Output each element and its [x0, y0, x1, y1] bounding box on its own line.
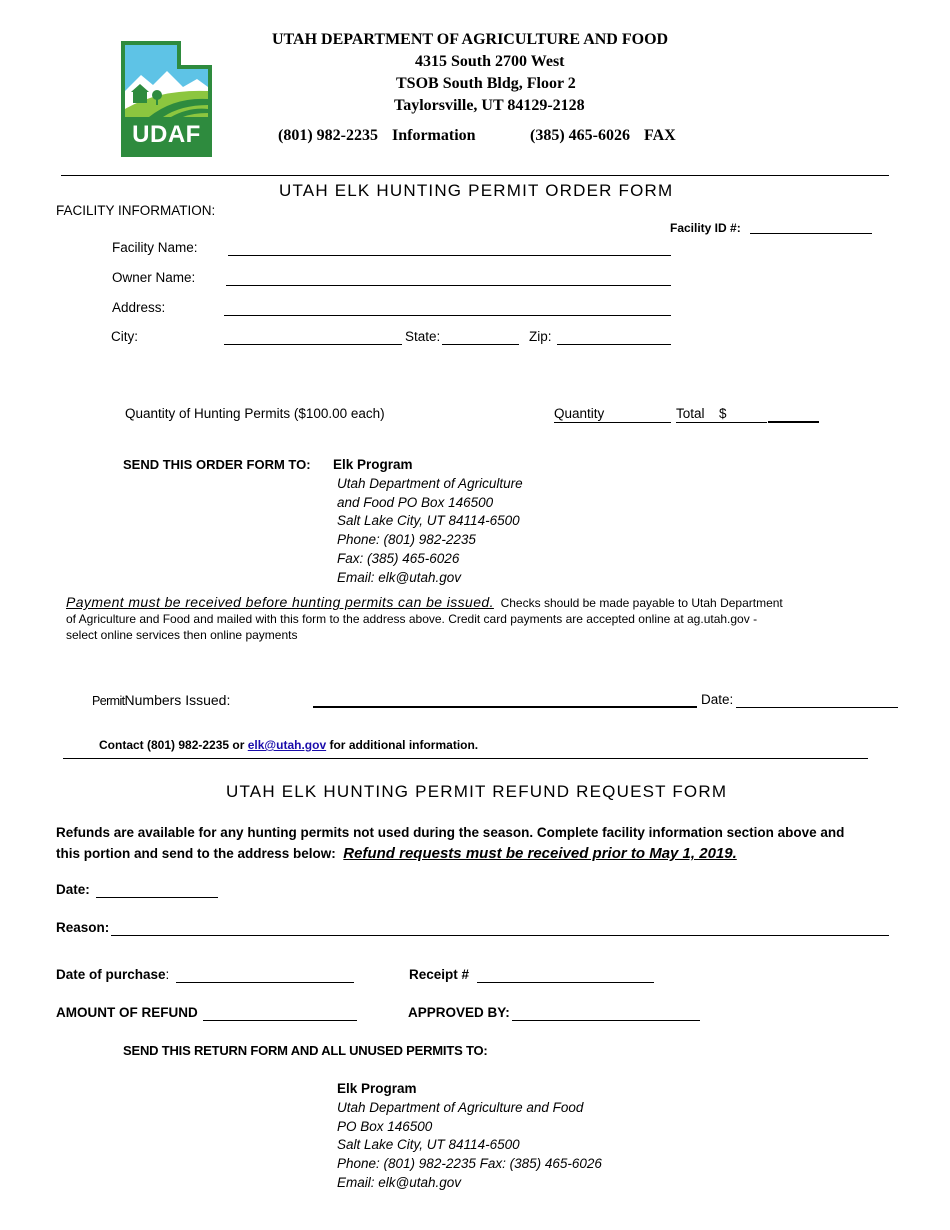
permit-numbers-label: PermitNumbers Issued: [92, 692, 231, 708]
facility-id-field[interactable] [750, 233, 872, 234]
date-purchase-label: Date of purchase: [56, 967, 170, 982]
order-form-title: UTAH ELK HUNTING PERMIT ORDER FORM [279, 181, 674, 200]
agency-phone-label: Information [392, 127, 476, 144]
agency-name: UTAH DEPARTMENT OF AGRICULTURE AND FOOD [272, 31, 669, 48]
address-label: Address: [112, 300, 166, 315]
order-send-line: Fax: (385) 465-6026 [337, 550, 460, 566]
refund-send-line: Salt Lake City, UT 84114-6500 [337, 1137, 520, 1153]
permit-date-label: Date: [701, 692, 734, 707]
receipt-field[interactable] [477, 982, 654, 983]
zip-label: Zip: [529, 329, 552, 344]
facility-section-label: FACILITY INFORMATION: [56, 203, 216, 218]
facility-name-field[interactable] [228, 255, 671, 256]
order-send-address [337, 475, 523, 587]
refund-intro-line-2: this portion and send to the address below: [56, 846, 336, 861]
header-divider [61, 175, 889, 176]
udaf-logo [119, 39, 214, 159]
refund-send-program: Elk Program [337, 1081, 417, 1096]
payment-line-1: Checks should be made payable to Utah Department [500, 596, 783, 610]
reason-label: Reason: [56, 920, 110, 935]
quantity-label: Quantity [554, 406, 605, 421]
logo-text: UDAF [132, 121, 201, 148]
address-field[interactable] [224, 315, 671, 316]
agency-fax: (385) 465-6026 [530, 127, 630, 144]
refund-send-line: Email: elk@utah.gov [337, 1174, 462, 1190]
payment-emphasis: Payment must be received before hunting permits can be issued. [66, 594, 494, 610]
contact-prefix: Contact (801) 982-2235 or [99, 738, 245, 752]
payment-notice [66, 594, 783, 643]
agency-address-2: TSOB South Bldg, Floor 2 [396, 75, 576, 92]
facility-name-label: Facility Name: [112, 240, 198, 255]
city-label: City: [111, 329, 138, 344]
approved-by-field[interactable] [512, 1020, 700, 1021]
refund-date-field[interactable] [96, 897, 218, 898]
agency-fax-label: FAX [644, 127, 676, 144]
refund-form-title: UTAH ELK HUNTING PERMIT REFUND REQUEST FORM [226, 782, 728, 801]
refund-intro [56, 822, 844, 864]
zip-field[interactable] [557, 344, 671, 345]
owner-name-label: Owner Name: [112, 270, 196, 285]
payment-line-2: of Agriculture and Food and mailed with this form to the address above. Credit card payments are accepted online at ag.utah.gov - [66, 612, 758, 626]
state-field[interactable] [442, 344, 519, 345]
city-field[interactable] [224, 344, 402, 345]
total-currency: $ [719, 406, 727, 421]
permit-numbers-field[interactable] [313, 706, 697, 708]
quantity-description: Quantity of Hunting Permits ($100.00 each) [125, 406, 385, 421]
refund-send-address [337, 1099, 602, 1193]
agency-phone: (801) 982-2235 [278, 127, 378, 144]
order-send-line: Utah Department of Agriculture [337, 476, 523, 491]
approved-by-label: APPROVED BY: [408, 1005, 510, 1020]
section-divider [63, 758, 868, 759]
payment-line-3: select online services then online payments [66, 628, 298, 642]
agency-address-3: Taylorsville, UT 84129-2128 [394, 97, 585, 114]
agency-address-1: 4315 South 2700 West [415, 53, 565, 70]
total-field-a[interactable] [676, 422, 767, 423]
order-send-line: and Food PO Box 146500 [337, 494, 494, 510]
refund-send-line: Utah Department of Agriculture and Food [337, 1100, 584, 1115]
refund-deadline: Refund requests must be received prior to May 1, 2019. [343, 845, 737, 862]
order-send-line: Phone: (801) 982-2235 [337, 532, 476, 548]
receipt-label: Receipt # [409, 967, 470, 982]
facility-id-label: Facility ID #: [670, 221, 741, 235]
owner-name-field[interactable] [226, 285, 671, 286]
refund-send-label: SEND THIS RETURN FORM AND ALL UNUSED PERMITS TO: [123, 1043, 488, 1058]
amount-refund-label: AMOUNT OF REFUND [56, 1005, 198, 1020]
permit-date-field[interactable] [736, 707, 898, 708]
refund-intro-line-1: Refunds are available for any hunting permits not used during the season. Complete facility information section above and [56, 825, 845, 840]
order-send-line: Salt Lake City, UT 84114-6500 [337, 513, 520, 529]
amount-refund-field[interactable] [203, 1020, 357, 1021]
refund-send-line: PO Box 146500 [337, 1118, 433, 1134]
order-send-label: SEND THIS ORDER FORM TO: [123, 457, 311, 472]
date-purchase-field[interactable] [176, 982, 354, 983]
order-send-program: Elk Program [333, 457, 413, 472]
total-label: Total [676, 406, 705, 421]
contact-email-link[interactable]: elk@utah.gov [247, 738, 327, 752]
state-label: State: [405, 329, 441, 344]
contact-line [99, 738, 478, 752]
refund-send-line: Phone: (801) 982-2235 Fax: (385) 465-6026 [337, 1156, 602, 1172]
contact-suffix: for additional information. [329, 738, 479, 752]
reason-field[interactable] [111, 935, 889, 936]
quantity-field[interactable] [554, 422, 671, 423]
total-field-b[interactable] [768, 421, 819, 423]
order-send-line: Email: elk@utah.gov [337, 569, 462, 585]
refund-date-label: Date: [56, 882, 90, 897]
